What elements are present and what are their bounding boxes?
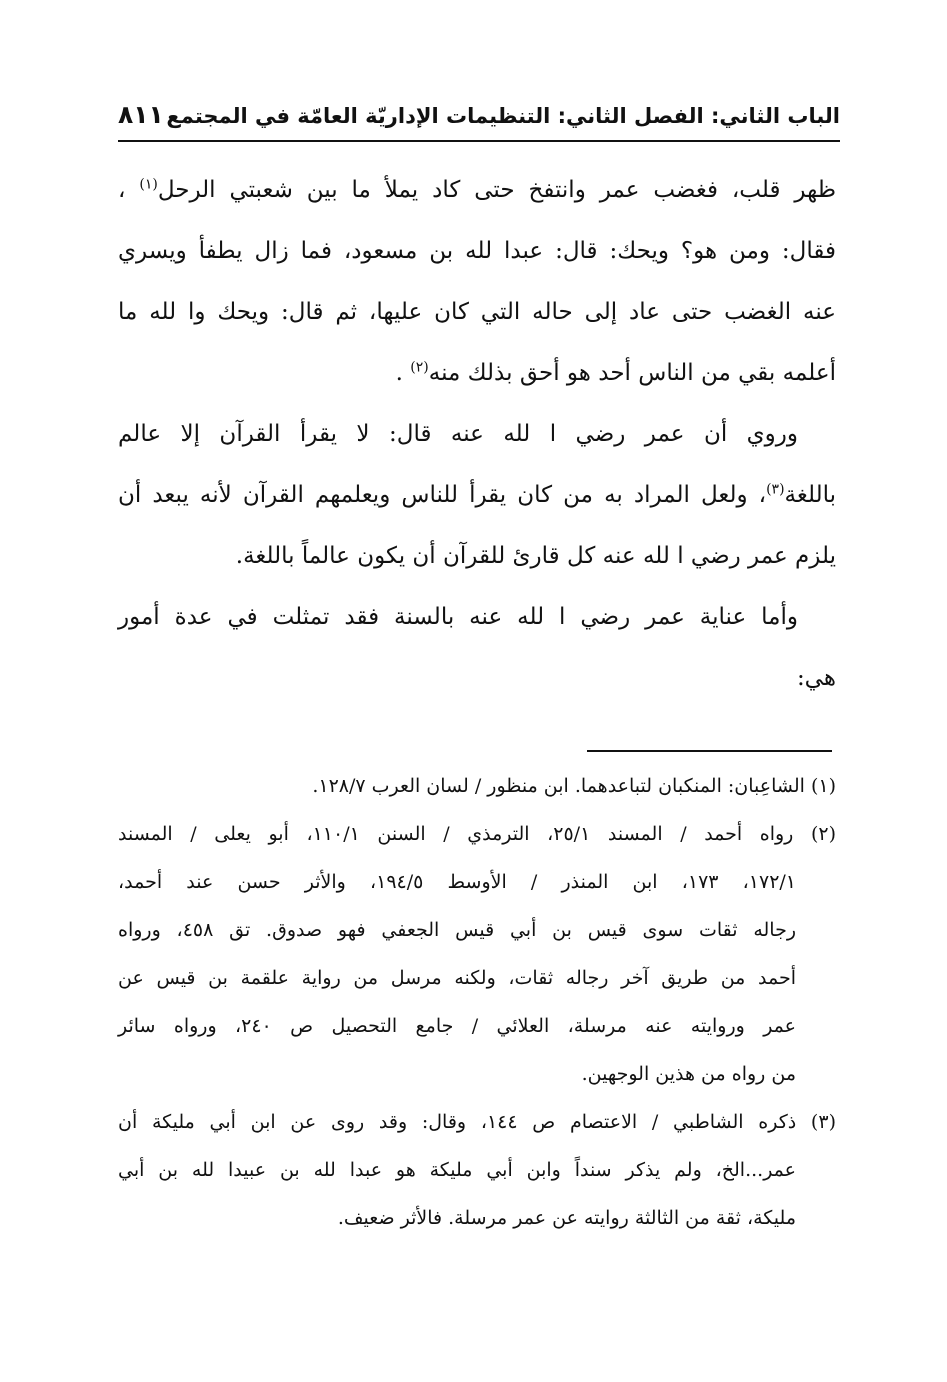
running-header bbox=[118, 90, 840, 142]
footnote-ref: (٢) bbox=[410, 359, 429, 376]
text-line: ظهر قلب، فغضب عمر وانتفخ حتى كاد يملأ ما بين شعبتي الرحل$^{(١)}$ ، bbox=[118, 176, 837, 203]
text-line: وأما عناية عمر رضي ا لله عنه بالسنة فقد تمثلت في عدة أمور bbox=[118, 604, 798, 630]
main-text bbox=[118, 160, 836, 709]
footnote-line: مليكة، ثقة من الثالثة روايته عن عمر مرسلة. فالأثر ضعيف. bbox=[337, 1207, 796, 1229]
footnote-line: عمر...الخ، ولم يذكر سنداً وابن أبي مليكة هو عبدا لله بن عبيدا لله بن أبي bbox=[118, 1159, 796, 1181]
footnote-line: ١٧٢/١، ١٧٣، ابن المنذر / الأوسط ١٩٤/٥، والأثر حسن عند أحمد، bbox=[118, 871, 797, 893]
footnote-line: (١) الشاعِبان: المنكبان لتباعدهما. ابن منظور / لسان العرب ١٢٨/٧. bbox=[312, 775, 836, 797]
page-number: ٨١١ bbox=[118, 100, 164, 129]
footnote-line: رجاله ثقات سوى قيس بن أبي قيس الجعفي فهو صدوق. تق ٤٥٨، ورواه bbox=[118, 919, 796, 941]
text-line: عنه الغضب حتى عاد إلى حاله التي كان عليها، ثم قال: ويحك وا لله ما bbox=[118, 299, 836, 325]
text-line: وروي أن عمر رضي ا لله عنه قال: لا يقرأ القرآن إلا عالم bbox=[118, 421, 798, 447]
footnote-line: من رواه من هذين الوجهين. bbox=[581, 1063, 796, 1085]
text-line: أعلمه بقي من الناس أحد هو أحق بذلك منه$^{(٢)}$ . bbox=[395, 359, 836, 386]
footnotes bbox=[118, 762, 836, 1242]
footnote-line: (٢) رواه أحمد / المسند ٢٥/١، الترمذي / السنن ١١٠/١، أبو يعلى / المسند bbox=[118, 823, 836, 845]
footnote-ref: (٣) bbox=[766, 481, 785, 498]
text-line: يلزم عمر رضي ا لله عنه كل قارئ للقرآن أن يكون عالماً باللغة. bbox=[235, 543, 836, 569]
footnote-line: أحمد من طريق آخر رجاله ثقات، ولكنه مرسل من رواية علقمة بن قيس عن bbox=[118, 967, 796, 989]
text-line: فقال: ومن هو؟ ويحك: قال: عبدا لله بن مسعود، فما زال يطفأ ويسري bbox=[118, 238, 836, 264]
footnote-line: (٣) ذكره الشاطبي / الاعتصام ص ١٤٤، وقال: وقد روى عن ابن أبي مليكة أن bbox=[118, 1111, 836, 1133]
footnote-ref: (١) bbox=[139, 176, 158, 193]
text-line: باللغة$^{(٣)}$، ولعل المراد به من كان يقرأ للناس ويعلمهم القرآن لأنه يبعد أن bbox=[118, 481, 836, 508]
chapter-title: الباب الثاني: الفصل الثاني: التنظيمات الإداريّة العامّة في المجتمع bbox=[166, 104, 840, 128]
text-line: هي: bbox=[796, 665, 836, 691]
footnote-separator bbox=[587, 750, 832, 752]
footnote-line: عمر وروايته عنه مرسلة، العلائي / جامع التحصيل ص ٢٤٠، ورواه سائر bbox=[118, 1015, 796, 1037]
